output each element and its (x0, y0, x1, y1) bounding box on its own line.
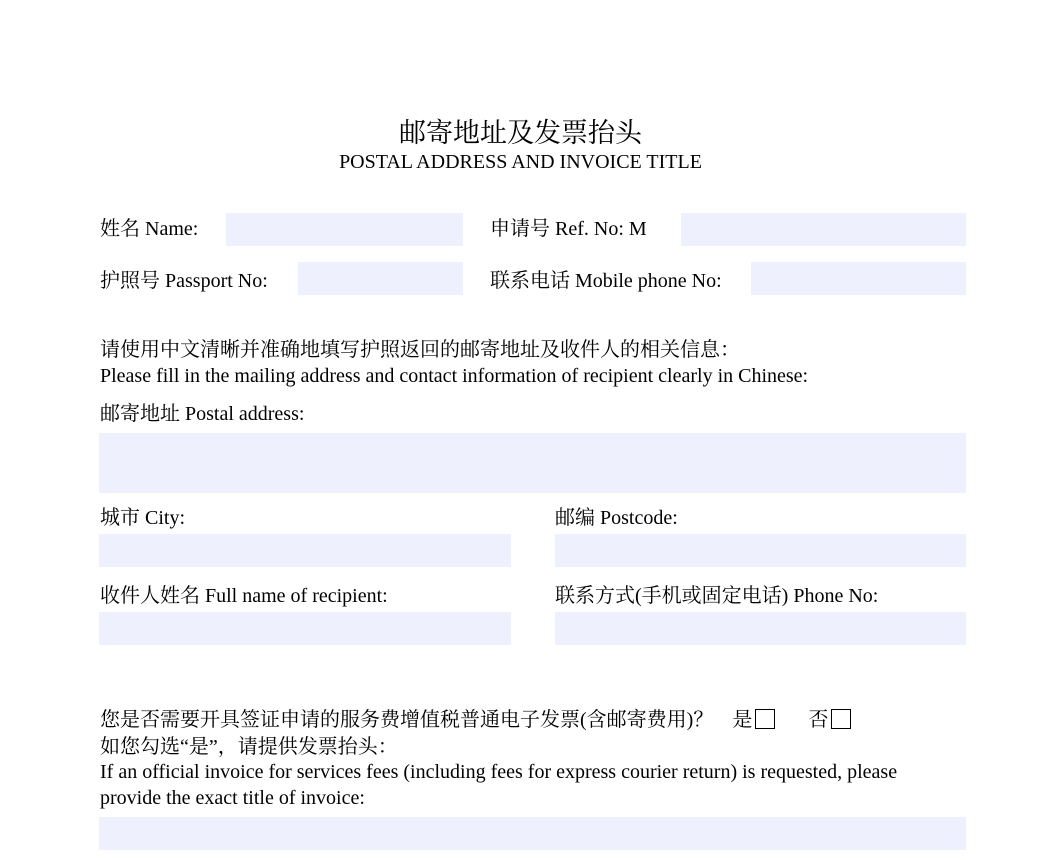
recipient-name-label: 收件人姓名 Full name of recipient: (100, 585, 388, 607)
postcode-label: 邮编 Postcode: (555, 507, 678, 529)
postal-address-label: 邮寄地址 Postal address: (100, 403, 305, 425)
invoice-instruction-english-line1: If an official invoice for services fees (including fees for express courier return) is requested, please (100, 761, 898, 783)
ref-number-label: 申请号 Ref. No: M (490, 218, 647, 240)
mobile-phone-field[interactable] (751, 262, 966, 295)
postcode-field[interactable] (555, 534, 966, 567)
name-label: 姓名 Name: (100, 218, 199, 240)
invoice-question-text: 您是否需要开具签证申请的服务费增值税普通电子发票(含邮寄费用)？ (100, 709, 714, 731)
form-title-chinese: 邮寄地址及发票抬头 (399, 118, 642, 148)
invoice-question-row (100, 707, 851, 733)
postal-address-field[interactable] (99, 433, 966, 493)
instruction-english: Please fill in the mailing address and contact information of recipient clearly in Chinese: (100, 365, 809, 387)
ref-number-field[interactable] (681, 213, 966, 246)
yes-option-label: 是 (732, 709, 753, 731)
no-checkbox[interactable] (831, 709, 851, 729)
phone-label: 联系方式(手机或固定电话) Phone No: (555, 585, 879, 607)
form-title-english: POSTAL ADDRESS AND INVOICE TITLE (339, 151, 702, 173)
invoice-instruction-english-line2: provide the exact title of invoice: (100, 787, 365, 809)
passport-label: 护照号 Passport No: (100, 270, 268, 292)
phone-field[interactable] (555, 612, 966, 645)
passport-field[interactable] (298, 262, 463, 295)
instruction-chinese: 请使用中文清晰并准确地填写护照返回的邮寄地址及收件人的相关信息： (100, 339, 740, 361)
city-field[interactable] (99, 534, 511, 567)
invoice-title-field[interactable] (99, 817, 966, 850)
no-option-label: 否 (808, 709, 829, 731)
mobile-phone-label: 联系电话 Mobile phone No: (490, 270, 722, 292)
city-label: 城市 City: (100, 507, 186, 529)
recipient-name-field[interactable] (99, 612, 511, 645)
invoice-title-instruction-chinese: 如您勾选“是”，请提供发票抬头： (100, 736, 398, 758)
name-field[interactable] (226, 213, 463, 246)
yes-checkbox[interactable] (755, 709, 775, 729)
